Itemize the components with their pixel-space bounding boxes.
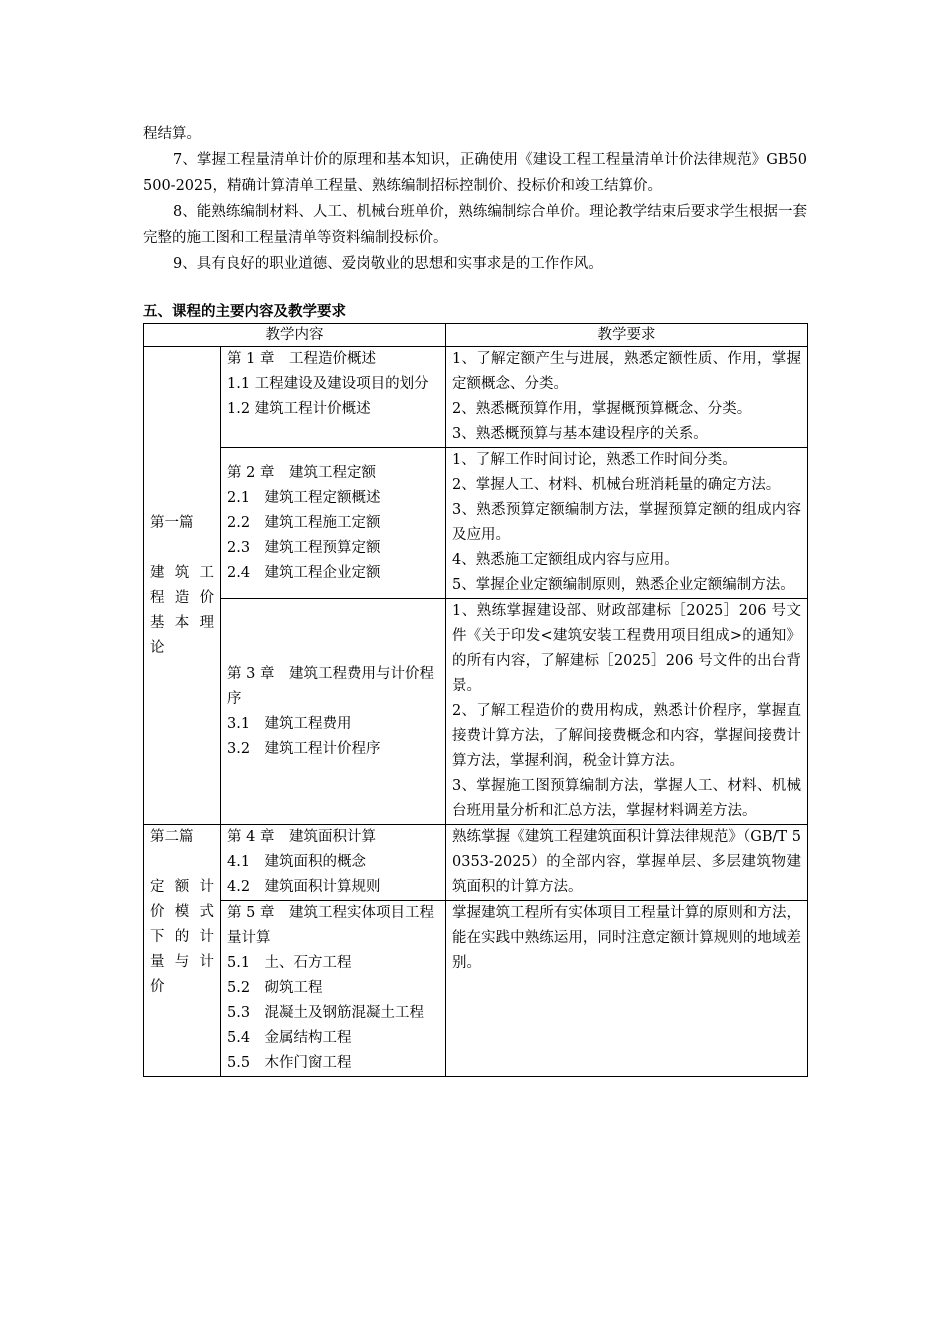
part-label-text: 第一篇 (150, 514, 194, 531)
requirement-line: 4、熟悉施工定额组成内容与应用。 (452, 552, 679, 568)
requirement-line: 5、掌握企业定额编制原则，熟悉企业定额编制方法。 (452, 577, 795, 593)
requirement-line: 1、了解工作时间讨论，熟悉工作时间分类。 (452, 452, 737, 468)
chapter-line: 第 1 章 工程造价概述 (227, 351, 376, 367)
requirement-line: 2、了解工程造价的费用构成，熟悉计价程序，掌握直接费计算方法，了解间接费概念和内容，掌握间接费计算方法，掌握利润，税金计算方法。 (452, 703, 801, 769)
part-label-1 (144, 347, 221, 825)
table-row (144, 347, 808, 448)
chapter-line: 2.3 建筑工程预算定额 (227, 539, 381, 556)
chapter-line: 5.4 金属结构工程 (227, 1030, 352, 1046)
requirement-line: 3、掌握施工图预算编制方法，掌握人工、材料、机械台班用量分析和汇总方法，掌握材料调差方法。 (452, 778, 801, 819)
chapter-line: 4.1 建筑面积的概念 (227, 854, 367, 870)
chapter-4-content (221, 825, 446, 901)
chapter-line: 5.1 土、石方工程 (227, 955, 352, 971)
chapter-2-requirements (446, 448, 808, 599)
chapter-line: 2.4 建筑工程企业定额 (227, 564, 381, 581)
requirement-line: 2、掌握人工、材料、机械台班消耗量的确定方法。 (452, 477, 781, 493)
intro-item-9: 9、具有良好的职业道德、爱岗敬业的思想和实事求是的工作作风。 (173, 256, 603, 272)
chapter-4-requirements (446, 825, 808, 901)
chapter-2-content (221, 448, 446, 599)
part-label-text: 下的计 (150, 929, 214, 945)
intro-item-8: 8、能熟练编制材料、人工、机械台班单价，熟练编制综合单价。理论教学结束后要求学生根据一套完整的施工图和工程量清单等资料编制投标价。 (143, 204, 807, 246)
course-content-table (143, 323, 808, 1077)
part-label-text: 价 (150, 979, 165, 995)
intro-line-0: 程结算。 (143, 126, 201, 142)
part-label-text: 价模式 (150, 904, 214, 920)
chapter-line: 3.2 建筑工程计价程序 (227, 740, 381, 757)
chapter-line: 2.1 建筑工程定额概述 (227, 489, 381, 506)
chapter-line: 3.1 建筑工程费用 (227, 715, 352, 732)
header-teaching-requirements: 教学要求 (446, 324, 808, 347)
table-row (144, 599, 808, 825)
requirement-line: 1、熟练掌握建设部、财政部建标［2025］206 号文件《关于印发<建筑安装工程费用项目组成>的通知》的所有内容，了解建标［2025］206 号文件的出台背景。 (452, 603, 801, 694)
chapter-5-content (221, 901, 446, 1077)
intro-item-7: 7、掌握工程量清单计价的原理和基本知识，正确使用《建设工程工程量清单计价法律规范》GB50500-2025，精确计算清单工程量、熟练编制招标控制价、投标价和竣工结算价。 (143, 152, 807, 194)
chapter-line: 第 5 章 建筑工程实体项目工程量计算 (227, 905, 434, 946)
chapter-line: 4.2 建筑面积计算规则 (227, 879, 381, 895)
table-row (144, 901, 808, 1077)
part-label-text: 量与计 (150, 954, 214, 970)
chapter-line: 5.2 砌筑工程 (227, 980, 323, 996)
table-row (144, 448, 808, 599)
chapter-line: 5.5 木作门窗工程 (227, 1055, 352, 1071)
chapter-line: 2.2 建筑工程施工定额 (227, 514, 381, 531)
part-label-text: 基本理 (150, 614, 214, 631)
chapter-line: 第 3 章 建筑工程费用与计价程序 (227, 665, 434, 707)
chapter-3-content (221, 599, 446, 825)
chapter-3-requirements (446, 599, 808, 825)
header-teaching-content: 教学内容 (144, 324, 446, 347)
requirement-line: 掌握建筑工程所有实体项目工程量计算的原则和方法，能在实践中熟练运用，同时注意定额计算规则的地域差别。 (452, 905, 801, 971)
part-label-text: 建筑工 (150, 564, 214, 581)
part-label-text: 第二篇 (150, 829, 194, 845)
table-row (144, 825, 808, 901)
section-title: 五、课程的主要内容及教学要求 (143, 304, 346, 320)
part-label-text: 程造价 (150, 589, 214, 606)
requirement-line: 3、熟悉概预算与基本建设程序的关系。 (452, 426, 708, 442)
chapter-line: 第 4 章 建筑面积计算 (227, 829, 376, 845)
chapter-1-requirements (446, 347, 808, 448)
chapter-line: 1.1 工程建设及建设项目的划分 (227, 376, 429, 392)
requirement-line: 2、熟悉概预算作用，掌握概预算概念、分类。 (452, 401, 752, 417)
chapter-line: 1.2 建筑工程计价概述 (227, 401, 371, 417)
chapter-1-content (221, 347, 446, 448)
requirement-line: 1、了解定额产生与进展，熟悉定额性质、作用，掌握定额概念、分类。 (452, 351, 801, 392)
requirement-line: 3、熟悉预算定额编制方法，掌握预算定额的组成内容及应用。 (452, 502, 801, 543)
chapter-5-requirements (446, 901, 808, 1077)
requirement-line: 熟练掌握《建筑工程建筑面积计算法律规范》（GB/T 50353-2025）的全部内容，掌握单层、多层建筑物建筑面积的计算方法。 (452, 829, 801, 895)
chapter-line: 5.3 混凝土及钢筋混凝土工程 (227, 1005, 425, 1021)
part-label-text: 论 (150, 639, 165, 656)
part-label-text: 定额计 (150, 879, 214, 895)
table-header-row (144, 324, 808, 347)
part-label-2 (144, 825, 221, 1077)
document-page (143, 121, 807, 1077)
chapter-line: 第 2 章 建筑工程定额 (227, 464, 376, 481)
